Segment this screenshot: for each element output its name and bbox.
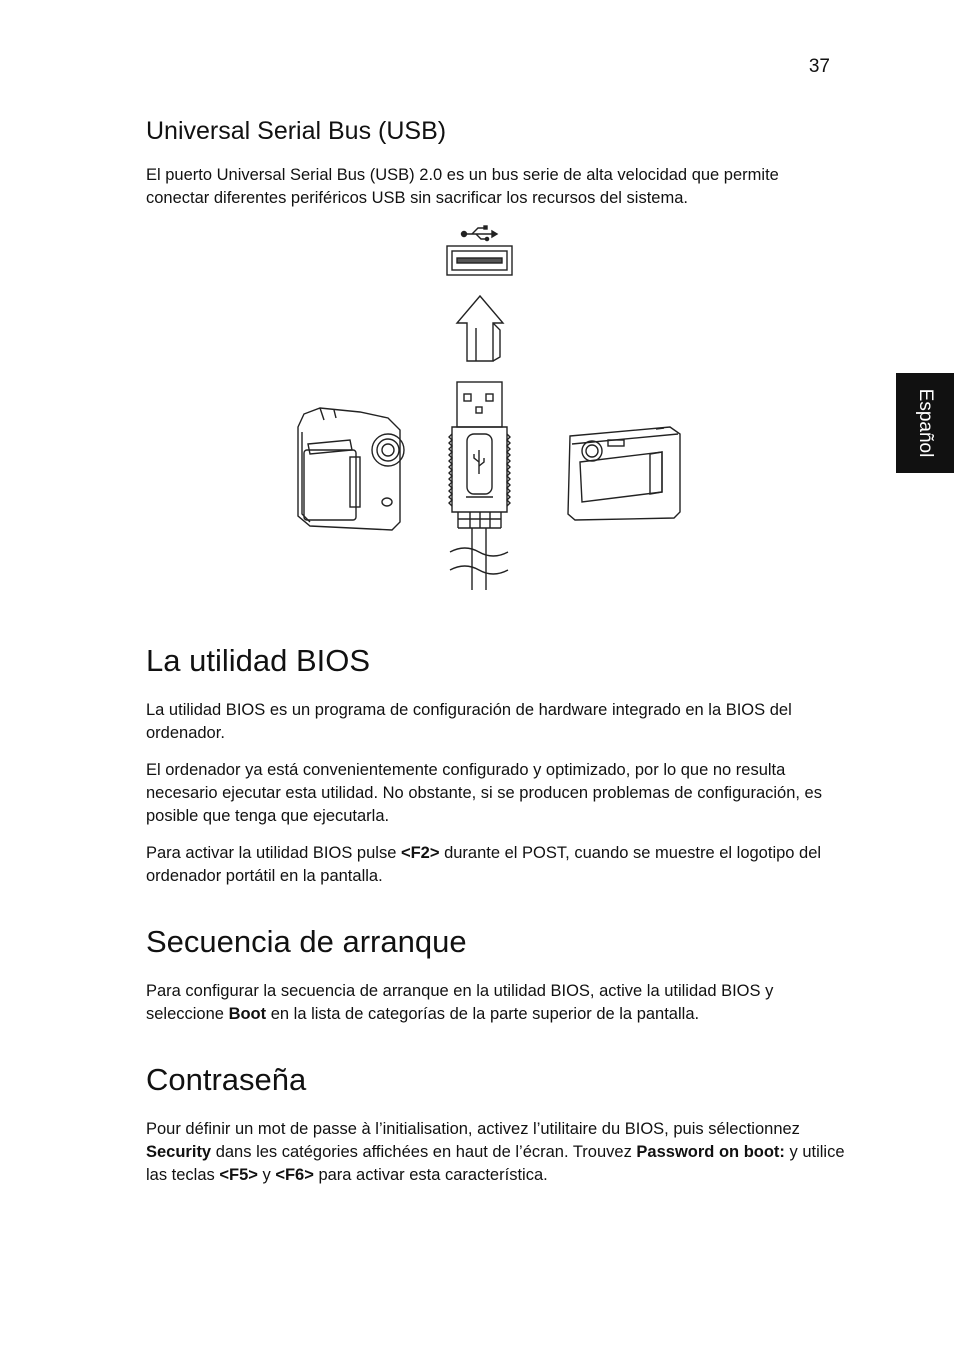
bios-paragraph-3: Para activar la utilidad BIOS pulse <F2> durante el POST, cuando se muestre el logotipo del ordenador portátil en la pantalla.	[146, 844, 822, 885]
password-on-boot-term: Password on boot:	[636, 1143, 785, 1161]
usb-plug-icon	[449, 382, 510, 590]
bios-heading: La utilidad BIOS	[146, 643, 371, 678]
bios-paragraph-1: La utilidad BIOS es un programa de configuración de hardware integrado en la BIOS del ordenador.	[146, 701, 792, 742]
f5-key: <F5>	[219, 1166, 258, 1184]
security-term: Security	[146, 1143, 212, 1161]
camcorder-icon	[298, 408, 404, 530]
f2-key: <F2>	[400, 844, 440, 862]
language-tab-label: Español	[915, 388, 936, 458]
boot-paragraph: Para configurar la secuencia de arranque en la utilidad BIOS, active la utilidad BIOS y seleccione Boot en la lista de categorías de la parte superior de la pantalla.	[146, 982, 774, 1023]
password-paragraph: Pour définir un mot de passe à l’initialisation, activez l’utilitaire du BIOS, puis sélectionnez Security dans les catégories affichées en haut de l’écran. Trouvez Password on boot: y utilice las teclas <F5> y <F6> para activar esta característica.	[146, 1120, 845, 1184]
boot-term: Boot	[228, 1005, 267, 1023]
bios-paragraph-2: El ordenador ya está convenientemente configurado y optimizado, por lo que no resulta necesario ejecutar esta utilidad. No obstante, si se producen problemas de configuración, es posible que tenga que ejecutarla.	[146, 761, 822, 825]
arrow-up-icon	[457, 296, 503, 361]
usb-heading: Universal Serial Bus (USB)	[146, 117, 447, 145]
usb-icon	[462, 226, 498, 241]
camera-icon	[568, 427, 680, 520]
usb-illustration	[290, 222, 690, 594]
page-number: 37	[808, 56, 830, 77]
password-heading: Contraseña	[146, 1062, 307, 1097]
usb-port-icon	[447, 246, 512, 275]
language-tab	[896, 373, 954, 473]
usb-paragraph: El puerto Universal Serial Bus (USB) 2.0 es un bus serie de alta velocidad que permite conectar diferentes periféricos USB sin sacrificar los recursos del sistema.	[146, 166, 779, 207]
boot-heading: Secuencia de arranque	[146, 924, 467, 959]
f6-key: <F6>	[275, 1166, 314, 1184]
